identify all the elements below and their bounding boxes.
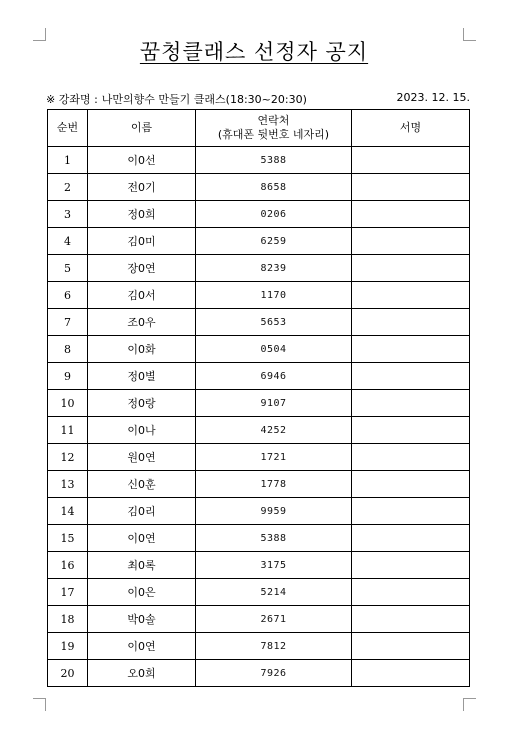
row-signature [352,336,470,363]
notice-date: 2023. 12. 15. [396,91,470,104]
table-row [48,309,470,336]
table-row [48,498,470,525]
document-title: 꿈청클래스 선정자 공지 [139,40,369,64]
row-name: 이0연 [88,525,196,552]
row-signature [352,579,470,606]
row-name: 김0미 [88,228,196,255]
row-number: 20 [48,660,88,687]
row-phone: 6946 [196,363,352,390]
row-name: 신0훈 [88,471,196,498]
header-contact [196,110,352,147]
row-signature [352,309,470,336]
row-signature [352,228,470,255]
row-phone: 1778 [196,471,352,498]
row-signature [352,444,470,471]
row-phone: 5653 [196,309,352,336]
row-number: 8 [48,336,88,363]
table-row [48,417,470,444]
table-row [48,336,470,363]
header-contact-line2: (휴대폰 뒷번호 네자리) [217,128,330,141]
row-phone: 9959 [196,498,352,525]
table-row [48,228,470,255]
row-name: 이0연 [88,633,196,660]
row-number: 12 [48,444,88,471]
row-number: 17 [48,579,88,606]
row-name: 이0선 [88,147,196,174]
crop-mark-bottom-left [33,698,46,711]
row-number: 16 [48,552,88,579]
row-phone: 5388 [196,147,352,174]
row-name: 이0나 [88,417,196,444]
row-phone: 4252 [196,417,352,444]
crop-mark-bottom-right [463,698,476,711]
row-number: 7 [48,309,88,336]
row-signature [352,174,470,201]
table-row [48,606,470,633]
row-phone: 8239 [196,255,352,282]
table-row [48,390,470,417]
course-name: 나만의향수 만들기 클래스(18:30~20:30) [101,93,307,106]
row-number: 18 [48,606,88,633]
table-row [48,282,470,309]
document-title-wrapper [0,36,508,66]
row-number: 10 [48,390,88,417]
table-row [48,579,470,606]
row-name: 정0별 [88,363,196,390]
header-number: 순번 [48,110,88,147]
row-phone: 7812 [196,633,352,660]
row-number: 15 [48,525,88,552]
table-row [48,552,470,579]
table-row [48,633,470,660]
table-header-row [48,110,470,147]
row-phone: 7926 [196,660,352,687]
row-signature [352,525,470,552]
table-row [48,444,470,471]
row-signature [352,201,470,228]
row-number: 11 [48,417,88,444]
row-signature [352,606,470,633]
row-signature [352,471,470,498]
row-signature [352,417,470,444]
row-number: 19 [48,633,88,660]
row-name: 최0록 [88,552,196,579]
table-row [48,471,470,498]
row-phone: 2671 [196,606,352,633]
row-signature [352,390,470,417]
row-phone: 5214 [196,579,352,606]
row-signature [352,255,470,282]
row-number: 2 [48,174,88,201]
row-name: 이0은 [88,579,196,606]
row-signature [352,660,470,687]
row-name: 원0연 [88,444,196,471]
row-number: 4 [48,228,88,255]
row-signature [352,552,470,579]
course-info [46,91,307,107]
row-signature [352,498,470,525]
row-name: 장0연 [88,255,196,282]
row-signature [352,363,470,390]
selectee-table [47,109,470,687]
row-signature [352,633,470,660]
table-row [48,255,470,282]
row-number: 9 [48,363,88,390]
row-phone: 0206 [196,201,352,228]
table-row [48,660,470,687]
row-phone: 5388 [196,525,352,552]
table-body [48,147,470,687]
row-signature [352,282,470,309]
row-name: 박0솔 [88,606,196,633]
row-number: 5 [48,255,88,282]
header-name: 이름 [88,110,196,147]
row-phone: 0504 [196,336,352,363]
row-name: 정0랑 [88,390,196,417]
row-name: 정0희 [88,201,196,228]
row-number: 3 [48,201,88,228]
table-row [48,363,470,390]
table-row [48,174,470,201]
row-phone: 1721 [196,444,352,471]
course-prefix: ※ 강좌명 : [46,93,98,106]
row-name: 오0희 [88,660,196,687]
row-name: 전0기 [88,174,196,201]
row-number: 1 [48,147,88,174]
row-name: 조0우 [88,309,196,336]
row-phone: 1170 [196,282,352,309]
course-info-line [46,91,470,107]
row-name: 이0화 [88,336,196,363]
table-row [48,147,470,174]
row-phone: 8658 [196,174,352,201]
header-contact-line1: 연락처 [257,114,290,127]
row-name: 김0리 [88,498,196,525]
row-phone: 9107 [196,390,352,417]
header-signature: 서명 [352,110,470,147]
row-number: 14 [48,498,88,525]
row-signature [352,147,470,174]
table-row [48,201,470,228]
row-phone: 6259 [196,228,352,255]
row-number: 6 [48,282,88,309]
table-row [48,525,470,552]
row-name: 김0서 [88,282,196,309]
row-phone: 3175 [196,552,352,579]
row-number: 13 [48,471,88,498]
